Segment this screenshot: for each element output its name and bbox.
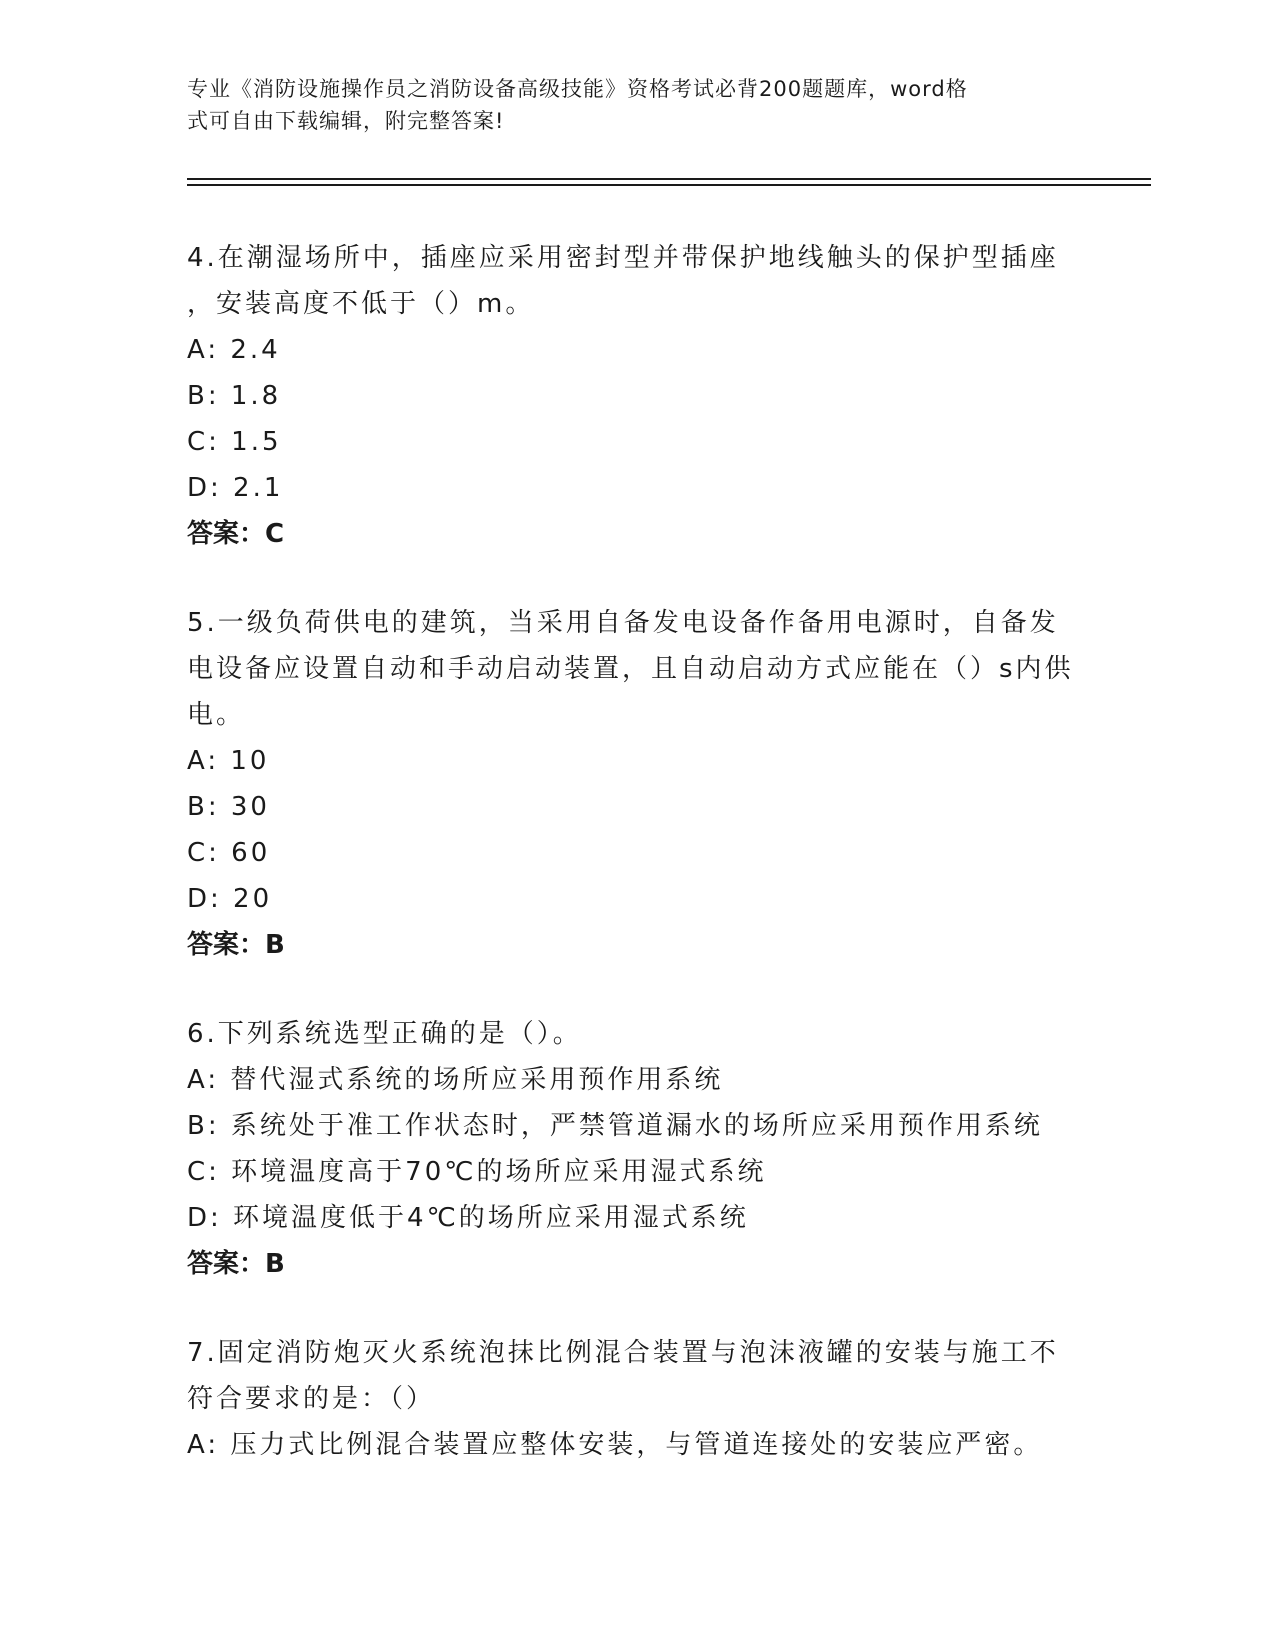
question-6-option-c: C: 环境温度高于70℃的场所应采用湿式系统 (187, 1157, 767, 1187)
question-4-text-line-1: 4.在潮湿场所中，插座应采用密封型并带保护地线触头的保护型插座 (187, 243, 1059, 273)
question-4 (187, 235, 1087, 557)
question-4-option-a: A: 2.4 (187, 335, 281, 365)
question-5-option-b: B: 30 (187, 792, 270, 822)
question-4-option-c: C: 1.5 (187, 427, 282, 457)
question-7-text-line-2: 符合要求的是：（） (187, 1384, 436, 1414)
question-6-option-d: D: 环境温度低于4℃的场所应采用湿式系统 (187, 1203, 749, 1233)
question-5-option-c: C: 60 (187, 838, 271, 868)
question-6-option-b: B: 系统处于准工作状态时，严禁管道漏水的场所应采用预作用系统 (187, 1111, 1043, 1141)
question-4-option-b: B: 1.8 (187, 381, 282, 411)
question-6-text-line-1: 6.下列系统选型正确的是（）。 (187, 1019, 582, 1049)
question-5-text-line-3: 电。 (187, 700, 246, 730)
question-5-option-d: D: 20 (187, 884, 273, 914)
question-7-text-line-1: 7.固定消防炮灭火系统泡抹比例混合装置与泡沫液罐的安装与施工不 (187, 1338, 1059, 1368)
question-7-option-a: A: 压力式比例混合装置应整体安装，与管道连接处的安装应严密。 (187, 1430, 1043, 1460)
question-4-text-line-2: ，安装高度不低于（）m。 (187, 289, 535, 319)
question-list (187, 235, 1087, 1511)
question-5-answer: 答案：B (187, 930, 285, 960)
question-4-option-d: D: 2.1 (187, 473, 284, 503)
header-line-1: 专业《消防设施操作员之消防设备高级技能》资格考试必背200题题库，word格 (187, 77, 968, 101)
header-divider-top (187, 178, 1151, 180)
question-6 (187, 1011, 1087, 1287)
header-line-2: 式可自由下载编辑，附完整答案! (187, 109, 505, 133)
question-5-text-line-1: 5.一级负荷供电的建筑，当采用自备发电设备作备用电源时，自备发 (187, 608, 1059, 638)
question-4-answer: 答案：C (187, 519, 285, 549)
document-header (187, 73, 1087, 137)
question-5-option-a: A: 10 (187, 746, 270, 776)
question-6-option-a: A: 替代湿式系统的场所应采用预作用系统 (187, 1065, 724, 1095)
question-6-answer: 答案：B (187, 1249, 285, 1279)
question-7 (187, 1330, 1087, 1468)
question-5 (187, 600, 1087, 968)
header-divider-bottom (187, 184, 1151, 186)
question-5-text-line-2: 电设备应设置自动和手动启动装置，且自动启动方式应能在（）s内供 (187, 654, 1074, 684)
